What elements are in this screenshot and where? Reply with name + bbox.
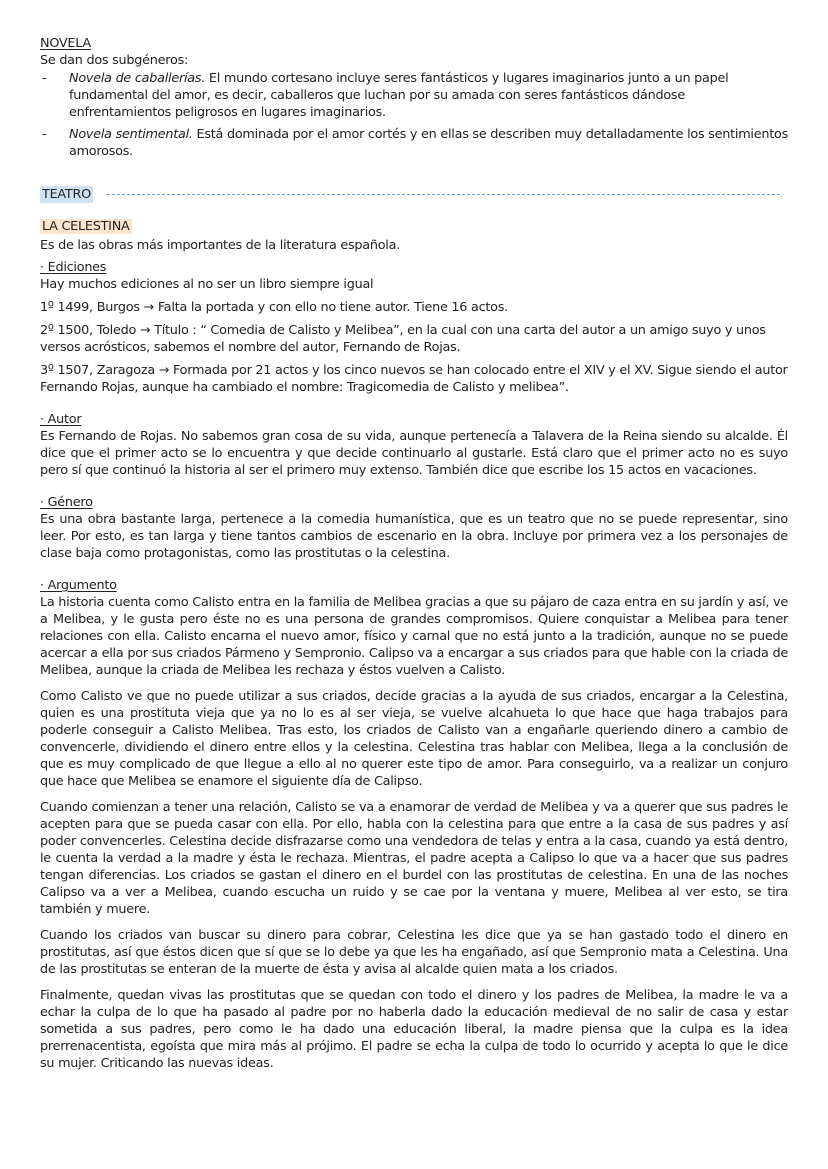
genero-text: Es una obra bastante larga, pertenece a la comedia humanística, que es un teatro que no se puede representar, sino leer. Por esto, es tan larga y tiene tantos cambios de escenario en la obra. Incluye por primera vez a los personajes de clase baja como protagonistas, como las prostitutas o la celestina. [40,512,788,561]
heading-autor: · Autor [40,412,82,427]
ediciones-intro: Hay muchos ediciones al no ser un libro siempre igual [40,277,374,292]
list-dash: - [42,127,47,142]
argumento-paragraph: La historia cuenta como Calisto entra en la familia de Melibea gracias a que su pájaro de caza entra en su jardín y así, ve a Melibea, y le gusta pero éste no es una persona de grandes compromisos. Quiere conquistar a Melibea para tener relaciones con ella. Calisto encarna el nuevo amor, físico y carnal que no está junto a la tradición, aunque no se puede acercar a ella por sus criados Pármeno y Sempronio. Calipso va a encargar a sus criados para que hable con la criada de Melibea, aunque la criada de Melibea les rechaza y éstos vuelven a Calisto. [40,595,788,678]
novela-intro: Se dan dos subgéneros: [40,53,189,68]
edition-item: 3º 1507, Zaragoza → Formada por 21 actos y los cinco nuevos se han colocado entre el XIV y el XV. Sigue siendo el autor Fernando Rojas, aunque ha cambiado el nombre: Tragicomedia de Calisto y melibea”. [40,363,788,395]
subgenre-term: Novela de caballerías. [69,71,206,86]
subgenre-term: Novela sentimental. [69,127,193,142]
autor-text: Es Fernando de Rojas. No sabemos gran cosa de su vida, aunque pertenecía a Talavera de la Reina siendo su alcalde. Él dice que el primer acto se lo encuentra y que decide continuarlo al gustarle. Está claro que el primer acto no es suyo pero sí que continuó la historia al ser el primero muy extenso. También dice que escribe los 15 actos en vacaciones. [40,429,788,478]
argumento-paragraph: Como Calisto ve que no puede utilizar a sus criados, decide gracias a la ayuda de sus criados, encargar a la Celestina, quien es una prostituta vieja que ya no lo es al ser vieja, se vuelve alcahueta lo que hace que haga trabajos para poderle conseguir a Calisto Melibea. Tras esto, los criados de Calisto van a engañarle queriendo dinero a cambio de convencerle, dividiendo el dinero entre ellos y la celestina. Celestina tras hablar con Melibea, llega a la conclusión de que es muy complicado de que llegue a ello al no querer este tipo de amor. Para conseguirlo, va a realizar un conjuro que hace que Melibea se enamore el siguiente día de Calipso. [40,689,788,789]
celestina-heading-row [40,218,788,235]
heading-novela: NOVELA [40,36,91,51]
heading-la-celestina: LA CELESTINA [42,219,130,234]
novela-subgenre-list [40,70,788,160]
heading-genero: · Género [40,495,93,510]
teatro-heading-row [40,186,788,203]
list-dash: - [42,71,47,86]
list-item [40,126,788,160]
argumento-paragraph: Cuando los criados van buscar su dinero para cobrar, Celestina les dice que ya se han gastado todo el dinero en prostitutas, así que éstos dicen que sí que se lo debe ya que les ha engañado, así que Sempronio mata a Celestina. Una de las prostitutas se enteran de la muerte de ésta y avisa al alcalde quien mata a los criados. [40,928,788,977]
argumento-paragraph: Cuando comienzan a tener una relación, Calisto se va a enamorar de verdad de Melibea y va a querer que sus padres le acepten para que se pueda casar con ella. Por ello, habla con la celestina para que entre a la casa de sus padres y así poder convencerles. Celestina decide disfrazarse como una vendedora de telas y entra a la casa, cuando ya está dentro, le cuenta la verdad a la madre y ésta le rechaza. Mientras, el padre acepta a Calipso lo que va a hacer que sus padres tengan diferencias. Los criados se gastan el dinero en el burdel con las prostitutas de celestina. En una de las noches Calipso va a ver a Melibea, cuando escucha un ruido y se cae por la ventana y muere, Melibea al ver esto, se tira también y muere. [40,800,788,917]
heading-ediciones: · Ediciones [40,260,107,275]
dashed-divider [107,194,780,195]
list-item [40,70,788,121]
subgenre-text: El mundo cortesano incluye seres fantásticos y lugares imaginarios junto a un papel fundamental del amor, es decir, caballeros que luchan por su amada con seres fantásticos dándose enfrentamientos peligrosos en lugares imaginarios. [69,71,729,120]
edition-item: 2º 1500, Toledo → Título : “ Comedia de Calisto y Melibea”, en la cual con una carta del autor a un amigo suyo y unos versos acrósticos, sabemos el nombre del autor, Fernando de Rojas. [40,323,766,355]
edition-item: 1º 1499, Burgos → Falta la portada y con ello no tiene autor. Tiene 16 actos. [40,300,508,315]
argumento-paragraph: Finalmente, quedan vivas las prostitutas que se quedan con todo el dinero y los padres de Melibea, la madre le va a echar la culpa de lo que ha pasado al padre por no haberla dado la educación medieval de no salir de casa y estar sometida a sus padres, pero como le ha dado una educación liberal, la madre piensa que la culpa es la idea prerrenacentista, egoísta que mira más al prójimo. El padre se echa la culpa de todo lo ocurrido y acepta lo que le dice su mujer. Criticando las nuevas ideas. [40,988,788,1071]
subgenre-text: Está dominada por el amor cortés y en ellas se describen muy detalladamente los sentimientos amorosos. [69,127,788,159]
heading-argumento: · Argumento [40,578,117,593]
celestina-intro: Es de las obras más importantes de la literatura española. [40,238,401,253]
heading-teatro: TEATRO [42,187,91,202]
